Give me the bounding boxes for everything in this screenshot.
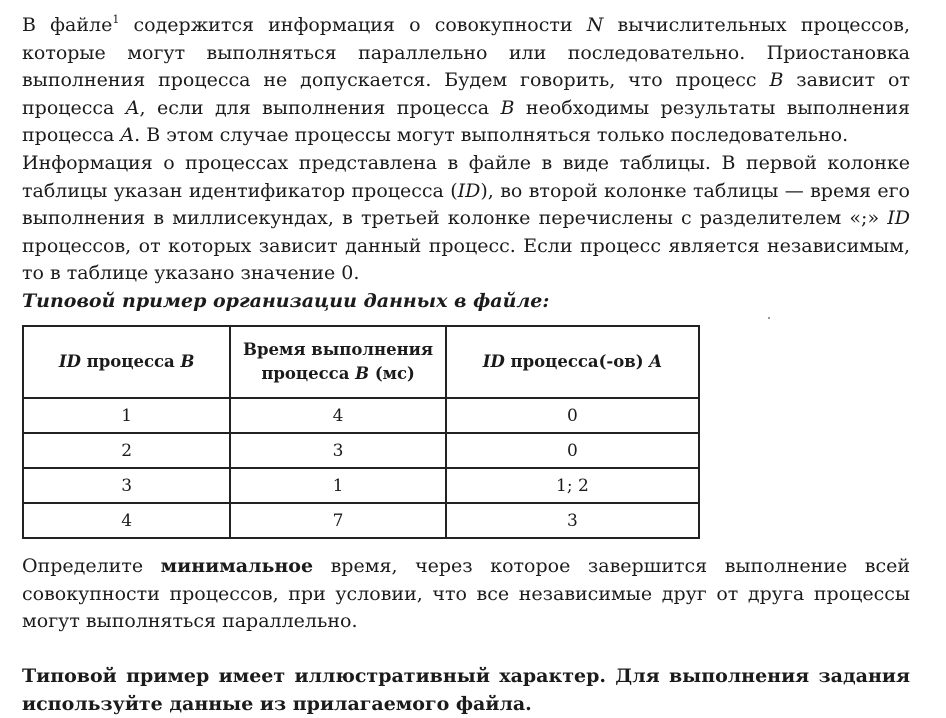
id-term: ID	[887, 207, 910, 230]
cell-id: 4	[23, 503, 230, 538]
intro-text: , если для выполнения процесса	[139, 96, 501, 119]
cell-deps: 0	[446, 433, 699, 468]
cell-time: 1	[230, 468, 445, 503]
variable-b: B	[769, 69, 784, 92]
variable-a: A	[120, 124, 135, 147]
table-row	[23, 433, 699, 468]
intro-text: необходимы результаты выполнения процесса	[22, 96, 910, 147]
id-term: ID	[457, 179, 481, 202]
table-header-row	[23, 326, 699, 398]
scan-speck	[768, 317, 770, 319]
intro-text: вычислительных процессов, которые могут выполняться параллельно или последовательно. Приостановка выполнения процесса не допускается. Будем говорить, что процесс	[22, 14, 911, 92]
info-paragraph	[22, 150, 910, 288]
emphasis-word: минимальное	[160, 555, 314, 577]
question-text: Определите	[22, 555, 161, 577]
info-text: Информация о процессах представлена в файле в виде таблицы. В первой колонке таблицы указан идентификатор процесса (	[22, 151, 910, 202]
intro-paragraph	[22, 12, 910, 150]
info-text: ), во второй колонке таблицы — время его выполнения в миллисекундах, в третьей колонке перечислены с разделителем «;»	[22, 179, 910, 230]
header-process-b: ID процесса B	[23, 326, 230, 398]
cell-id: 2	[23, 433, 230, 468]
cell-time: 3	[230, 433, 445, 468]
footnote-marker[interactable]: 1	[112, 13, 120, 26]
question-text: время, через которое завершится выполнение всей совокупности процессов, при условии, что все независимые друг от друга процессы могут выполняться параллельно.	[22, 555, 910, 633]
cell-deps: 0	[446, 398, 699, 433]
variable-b: B	[500, 96, 515, 119]
final-note: Типовой пример имеет иллюстративный характер. Для выполнения задания используйте данные из прилагаемого файла.	[22, 665, 910, 715]
table-row	[23, 398, 699, 433]
variable-a: A	[125, 96, 140, 119]
task-page	[22, 12, 911, 715]
note-block	[22, 663, 910, 718]
variable-n: N	[586, 14, 604, 36]
intro-text: зависит от процесса	[22, 69, 910, 119]
header-exec-time: Время выполнения процесса B (мс)	[230, 326, 445, 398]
question-paragraph	[22, 553, 910, 636]
cell-time: 4	[230, 398, 445, 433]
table-row	[23, 468, 699, 503]
cell-deps: 1; 2	[446, 468, 699, 503]
process-table	[22, 325, 700, 539]
intro-text: . В этом случае процессы могут выполняться только последовательно.	[134, 124, 849, 147]
cell-time: 7	[230, 503, 445, 538]
example-heading: Типовой пример организации данных в файле:	[22, 289, 550, 312]
intro-text: содержится информация о совокупности	[119, 14, 587, 36]
info-text: процессов, от которых зависит данный процесс. Если процесс является независимым, то в таблице указано значение 0.	[22, 234, 910, 285]
cell-id: 1	[23, 398, 230, 433]
header-process-a: ID процесса(-ов) A	[446, 326, 699, 398]
cell-id: 3	[23, 468, 230, 503]
question-block	[22, 553, 910, 636]
intro-text: В файле	[22, 14, 113, 36]
cell-deps: 3	[446, 503, 699, 538]
table-row	[23, 503, 699, 538]
